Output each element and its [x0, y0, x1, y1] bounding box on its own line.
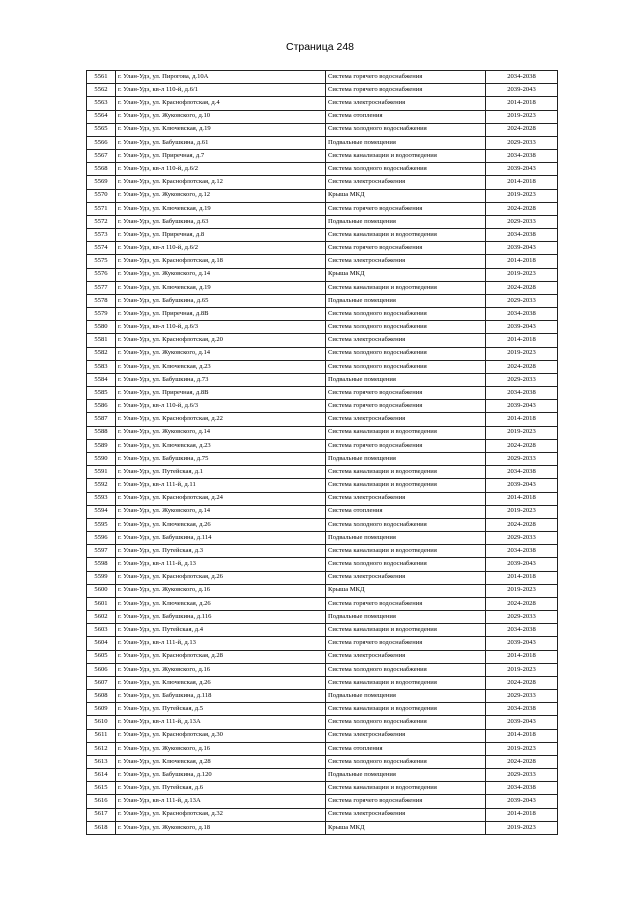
table-row: [87, 479, 558, 492]
system-cell: Система холодного водоснабжения: [326, 123, 486, 136]
address-cell: г. Улан-Удэ, кв-л 110-й, д.6/1: [116, 84, 326, 97]
row-number-cell: 5614: [87, 769, 116, 782]
system-cell: Система электроснабжения: [326, 650, 486, 663]
row-number-cell: 5561: [87, 71, 116, 84]
row-number-cell: 5600: [87, 584, 116, 597]
table-row: [87, 782, 558, 795]
table-row: [87, 255, 558, 268]
period-cell: 2014-2018: [486, 729, 558, 742]
system-cell: Система канализации и водоотведения: [326, 703, 486, 716]
period-cell: 2039-2043: [486, 242, 558, 255]
period-cell: 2024-2028: [486, 281, 558, 294]
table-row: [87, 268, 558, 281]
table-row: [87, 294, 558, 307]
period-cell: 2019-2023: [486, 505, 558, 518]
period-cell: 2029-2033: [486, 294, 558, 307]
row-number-cell: 5580: [87, 321, 116, 334]
table-row: [87, 110, 558, 123]
system-cell: Крыша МКД: [326, 821, 486, 834]
system-cell: Система горячего водоснабжения: [326, 795, 486, 808]
table-row: [87, 413, 558, 426]
table-row: [87, 755, 558, 768]
system-cell: Система канализации и водоотведения: [326, 624, 486, 637]
system-cell: Система канализации и водоотведения: [326, 150, 486, 163]
period-cell: 2024-2028: [486, 755, 558, 768]
period-cell: 2039-2043: [486, 321, 558, 334]
row-number-cell: 5589: [87, 439, 116, 452]
row-number-cell: 5587: [87, 413, 116, 426]
address-cell: г. Улан-Удэ, ул. Путейская, д.3: [116, 545, 326, 558]
row-number-cell: 5611: [87, 729, 116, 742]
address-cell: г. Улан-Удэ, ул. Жуковского, д.12: [116, 189, 326, 202]
table-row: [87, 492, 558, 505]
row-number-cell: 5576: [87, 268, 116, 281]
address-cell: г. Улан-Удэ, ул. Приречная, д.8В: [116, 308, 326, 321]
system-cell: Система канализации и водоотведения: [326, 466, 486, 479]
table-body: [87, 71, 558, 835]
period-cell: 2024-2028: [486, 439, 558, 452]
table-row: [87, 439, 558, 452]
table-row: [87, 281, 558, 294]
row-number-cell: 5572: [87, 215, 116, 228]
row-number-cell: 5597: [87, 545, 116, 558]
table-row: [87, 532, 558, 545]
period-cell: 2014-2018: [486, 255, 558, 268]
period-cell: 2024-2028: [486, 597, 558, 610]
address-cell: г. Улан-Удэ, ул. Краснофлотская, д.22: [116, 413, 326, 426]
row-number-cell: 5563: [87, 97, 116, 110]
address-cell: г. Улан-Удэ, ул. Жуковского, д.14: [116, 505, 326, 518]
row-number-cell: 5617: [87, 808, 116, 821]
row-number-cell: 5603: [87, 624, 116, 637]
system-cell: Крыша МКД: [326, 268, 486, 281]
row-number-cell: 5565: [87, 123, 116, 136]
row-number-cell: 5574: [87, 242, 116, 255]
system-cell: Крыша МКД: [326, 584, 486, 597]
repair-schedule-table: [86, 70, 558, 835]
row-number-cell: 5573: [87, 229, 116, 242]
row-number-cell: 5582: [87, 347, 116, 360]
system-cell: Система канализации и водоотведения: [326, 479, 486, 492]
system-cell: Система горячего водоснабжения: [326, 400, 486, 413]
period-cell: 2019-2023: [486, 268, 558, 281]
system-cell: Система холодного водоснабжения: [326, 518, 486, 531]
address-cell: г. Улан-Удэ, ул. Ключевская, д.23: [116, 439, 326, 452]
row-number-cell: 5599: [87, 571, 116, 584]
address-cell: г. Улан-Удэ, ул. Бабушкина, д.116: [116, 611, 326, 624]
system-cell: Система канализации и водоотведения: [326, 545, 486, 558]
table-row: [87, 597, 558, 610]
period-cell: 2034-2038: [486, 308, 558, 321]
period-cell: 2014-2018: [486, 492, 558, 505]
row-number-cell: 5601: [87, 597, 116, 610]
address-cell: г. Улан-Удэ, ул. Ключевская, д.26: [116, 676, 326, 689]
table-row: [87, 663, 558, 676]
period-cell: 2039-2043: [486, 400, 558, 413]
table-row: [87, 163, 558, 176]
table-row: [87, 242, 558, 255]
system-cell: Система электроснабжения: [326, 571, 486, 584]
period-cell: 2014-2018: [486, 650, 558, 663]
table-row: [87, 808, 558, 821]
address-cell: г. Улан-Удэ, ул. Жуковского, д.16: [116, 584, 326, 597]
system-cell: Система горячего водоснабжения: [326, 387, 486, 400]
system-cell: Система канализации и водоотведения: [326, 782, 486, 795]
period-cell: 2024-2028: [486, 123, 558, 136]
table-row: [87, 690, 558, 703]
table-row: [87, 202, 558, 215]
address-cell: г. Улан-Удэ, кв-л 111-й, д.11: [116, 479, 326, 492]
system-cell: Система горячего водоснабжения: [326, 439, 486, 452]
system-cell: Система канализации и водоотведения: [326, 281, 486, 294]
system-cell: Система горячего водоснабжения: [326, 202, 486, 215]
period-cell: 2014-2018: [486, 571, 558, 584]
period-cell: 2029-2033: [486, 136, 558, 149]
address-cell: г. Улан-Удэ, ул. Путейская, д.6: [116, 782, 326, 795]
table-row: [87, 624, 558, 637]
period-cell: 2024-2028: [486, 202, 558, 215]
system-cell: Система электроснабжения: [326, 97, 486, 110]
row-number-cell: 5568: [87, 163, 116, 176]
address-cell: г. Улан-Удэ, кв-л 111-й, д.13: [116, 637, 326, 650]
period-cell: 2039-2043: [486, 84, 558, 97]
table-row: [87, 334, 558, 347]
period-cell: 2034-2038: [486, 71, 558, 84]
period-cell: 2034-2038: [486, 545, 558, 558]
period-cell: 2034-2038: [486, 782, 558, 795]
row-number-cell: 5586: [87, 400, 116, 413]
period-cell: 2019-2023: [486, 663, 558, 676]
row-number-cell: 5569: [87, 176, 116, 189]
system-cell: Система канализации и водоотведения: [326, 426, 486, 439]
address-cell: г. Улан-Удэ, ул. Бабушкина, д.114: [116, 532, 326, 545]
table-row: [87, 650, 558, 663]
system-cell: Система холодного водоснабжения: [326, 163, 486, 176]
row-number-cell: 5575: [87, 255, 116, 268]
system-cell: Система канализации и водоотведения: [326, 229, 486, 242]
system-cell: Подвальные помещения: [326, 373, 486, 386]
address-cell: г. Улан-Удэ, кв-л 111-й, д.13А: [116, 716, 326, 729]
row-number-cell: 5564: [87, 110, 116, 123]
table-row: [87, 505, 558, 518]
period-cell: 2019-2023: [486, 189, 558, 202]
address-cell: г. Улан-Удэ, ул. Бабушкина, д.65: [116, 294, 326, 307]
row-number-cell: 5585: [87, 387, 116, 400]
period-cell: 2039-2043: [486, 716, 558, 729]
row-number-cell: 5566: [87, 136, 116, 149]
row-number-cell: 5604: [87, 637, 116, 650]
table-row: [87, 716, 558, 729]
period-cell: 2014-2018: [486, 97, 558, 110]
table-row: [87, 584, 558, 597]
table-row: [87, 321, 558, 334]
table-row: [87, 452, 558, 465]
table-row: [87, 703, 558, 716]
period-cell: 2019-2023: [486, 584, 558, 597]
table-row: [87, 637, 558, 650]
system-cell: Подвальные помещения: [326, 690, 486, 703]
row-number-cell: 5602: [87, 611, 116, 624]
period-cell: 2034-2038: [486, 703, 558, 716]
address-cell: г. Улан-Удэ, ул. Жуковского, д.18: [116, 821, 326, 834]
address-cell: г. Улан-Удэ, ул. Жуковского, д.16: [116, 663, 326, 676]
table-row: [87, 97, 558, 110]
period-cell: 2014-2018: [486, 413, 558, 426]
address-cell: г. Улан-Удэ, ул. Ключевская, д.26: [116, 597, 326, 610]
row-number-cell: 5567: [87, 150, 116, 163]
row-number-cell: 5595: [87, 518, 116, 531]
system-cell: Система электроснабжения: [326, 729, 486, 742]
table-row: [87, 729, 558, 742]
address-cell: г. Улан-Удэ, ул. Бабушкина, д.75: [116, 452, 326, 465]
table-row: [87, 558, 558, 571]
system-cell: Система холодного водоснабжения: [326, 347, 486, 360]
system-cell: Система электроснабжения: [326, 255, 486, 268]
row-number-cell: 5583: [87, 360, 116, 373]
row-number-cell: 5608: [87, 690, 116, 703]
period-cell: 2014-2018: [486, 176, 558, 189]
system-cell: Подвальные помещения: [326, 532, 486, 545]
period-cell: 2034-2038: [486, 150, 558, 163]
row-number-cell: 5570: [87, 189, 116, 202]
table-row: [87, 426, 558, 439]
page-number-header: Страница 248: [285, 41, 355, 53]
address-cell: г. Улан-Удэ, ул. Бабушкина, д.61: [116, 136, 326, 149]
system-cell: Система канализации и водоотведения: [326, 676, 486, 689]
row-number-cell: 5618: [87, 821, 116, 834]
address-cell: г. Улан-Удэ, ул. Бабушкина, д.63: [116, 215, 326, 228]
table-row: [87, 795, 558, 808]
system-cell: Система отопления: [326, 742, 486, 755]
address-cell: г. Улан-Удэ, ул. Краснофлотская, д.24: [116, 492, 326, 505]
address-cell: г. Улан-Удэ, ул. Бабушкина, д.73: [116, 373, 326, 386]
table-row: [87, 611, 558, 624]
table-row: [87, 400, 558, 413]
system-cell: Система горячего водоснабжения: [326, 637, 486, 650]
address-cell: г. Улан-Удэ, ул. Краснофлотская, д.32: [116, 808, 326, 821]
table-row: [87, 308, 558, 321]
period-cell: 2019-2023: [486, 347, 558, 360]
row-number-cell: 5592: [87, 479, 116, 492]
table-row: [87, 229, 558, 242]
system-cell: Система горячего водоснабжения: [326, 242, 486, 255]
system-cell: Система холодного водоснабжения: [326, 663, 486, 676]
system-cell: Система холодного водоснабжения: [326, 308, 486, 321]
row-number-cell: 5610: [87, 716, 116, 729]
system-cell: Система холодного водоснабжения: [326, 558, 486, 571]
address-cell: г. Улан-Удэ, ул. Приречная, д.8: [116, 229, 326, 242]
system-cell: Система горячего водоснабжения: [326, 84, 486, 97]
row-number-cell: 5577: [87, 281, 116, 294]
row-number-cell: 5612: [87, 742, 116, 755]
period-cell: 2019-2023: [486, 742, 558, 755]
table-row: [87, 84, 558, 97]
address-cell: г. Улан-Удэ, ул. Ключевская, д.19: [116, 123, 326, 136]
period-cell: 2034-2038: [486, 387, 558, 400]
system-cell: Система холодного водоснабжения: [326, 360, 486, 373]
table-row: [87, 676, 558, 689]
address-cell: г. Улан-Удэ, ул. Жуковского, д.14: [116, 426, 326, 439]
address-cell: г. Улан-Удэ, ул. Жуковского, д.14: [116, 347, 326, 360]
row-number-cell: 5581: [87, 334, 116, 347]
row-number-cell: 5616: [87, 795, 116, 808]
period-cell: 2029-2033: [486, 690, 558, 703]
period-cell: 2014-2018: [486, 334, 558, 347]
table-row: [87, 189, 558, 202]
address-cell: г. Улан-Удэ, ул. Ключевская, д.19: [116, 281, 326, 294]
row-number-cell: 5590: [87, 452, 116, 465]
row-number-cell: 5598: [87, 558, 116, 571]
period-cell: 2034-2038: [486, 624, 558, 637]
address-cell: г. Улан-Удэ, кв-л 111-й, д.13А: [116, 795, 326, 808]
period-cell: 2019-2023: [486, 426, 558, 439]
period-cell: 2019-2023: [486, 110, 558, 123]
row-number-cell: 5591: [87, 466, 116, 479]
address-cell: г. Улан-Удэ, ул. Путейская, д.4: [116, 624, 326, 637]
row-number-cell: 5579: [87, 308, 116, 321]
period-cell: 2029-2033: [486, 532, 558, 545]
system-cell: Система отопления: [326, 505, 486, 518]
period-cell: 2034-2038: [486, 229, 558, 242]
system-cell: Подвальные помещения: [326, 215, 486, 228]
table-row: [87, 360, 558, 373]
period-cell: 2014-2018: [486, 808, 558, 821]
system-cell: Подвальные помещения: [326, 611, 486, 624]
address-cell: г. Улан-Удэ, ул. Бабушкина, д.120: [116, 769, 326, 782]
period-cell: 2039-2043: [486, 558, 558, 571]
row-number-cell: 5596: [87, 532, 116, 545]
table-row: [87, 571, 558, 584]
row-number-cell: 5578: [87, 294, 116, 307]
period-cell: 2039-2043: [486, 479, 558, 492]
period-cell: 2024-2028: [486, 518, 558, 531]
system-cell: Подвальные помещения: [326, 452, 486, 465]
system-cell: Система электроснабжения: [326, 334, 486, 347]
table-row: [87, 466, 558, 479]
table-row: [87, 518, 558, 531]
period-cell: 2029-2033: [486, 215, 558, 228]
table-row: [87, 821, 558, 834]
address-cell: г. Улан-Удэ, ул. Приречная, д.8В: [116, 387, 326, 400]
address-cell: г. Улан-Удэ, ул. Приречная, д.7: [116, 150, 326, 163]
system-cell: Подвальные помещения: [326, 294, 486, 307]
address-cell: г. Улан-Удэ, ул. Путейская, д.5: [116, 703, 326, 716]
row-number-cell: 5571: [87, 202, 116, 215]
address-cell: г. Улан-Удэ, ул. Ключевская, д.23: [116, 360, 326, 373]
address-cell: г. Улан-Удэ, кв-л 110-й, д.6/3: [116, 400, 326, 413]
row-number-cell: 5613: [87, 755, 116, 768]
row-number-cell: 5562: [87, 84, 116, 97]
row-number-cell: 5607: [87, 676, 116, 689]
table-row: [87, 373, 558, 386]
address-cell: г. Улан-Удэ, ул. Жуковского, д.10: [116, 110, 326, 123]
system-cell: Система холодного водоснабжения: [326, 321, 486, 334]
table-row: [87, 215, 558, 228]
period-cell: 2029-2033: [486, 611, 558, 624]
system-cell: Система электроснабжения: [326, 808, 486, 821]
address-cell: г. Улан-Удэ, ул. Бабушкина, д.118: [116, 690, 326, 703]
row-number-cell: 5605: [87, 650, 116, 663]
period-cell: 2034-2038: [486, 466, 558, 479]
system-cell: Крыша МКД: [326, 189, 486, 202]
address-cell: г. Улан-Удэ, кв-л 110-й, д.6/2: [116, 163, 326, 176]
address-cell: г. Улан-Удэ, ул. Краснофлотская, д.4: [116, 97, 326, 110]
table-row: [87, 136, 558, 149]
period-cell: 2039-2043: [486, 163, 558, 176]
table-row: [87, 150, 558, 163]
address-cell: г. Улан-Удэ, ул. Путейская, д.1: [116, 466, 326, 479]
period-cell: 2029-2033: [486, 769, 558, 782]
address-cell: г. Улан-Удэ, кв-л 110-й, д.6/2: [116, 242, 326, 255]
period-cell: 2019-2023: [486, 821, 558, 834]
table-row: [87, 176, 558, 189]
system-cell: Подвальные помещения: [326, 136, 486, 149]
address-cell: г. Улан-Удэ, ул. Краснофлотская, д.26: [116, 571, 326, 584]
address-cell: г. Улан-Удэ, кв-л 110-й, д.6/3: [116, 321, 326, 334]
period-cell: 2039-2043: [486, 795, 558, 808]
address-cell: г. Улан-Удэ, ул. Жуковского, д.16: [116, 742, 326, 755]
address-cell: г. Улан-Удэ, ул. Краснофлотская, д.30: [116, 729, 326, 742]
address-cell: г. Улан-Удэ, ул. Пирогова, д.10А: [116, 71, 326, 84]
address-cell: г. Улан-Удэ, ул. Краснофлотская, д.20: [116, 334, 326, 347]
address-cell: г. Улан-Удэ, кв-л 111-й, д.13: [116, 558, 326, 571]
period-cell: 2024-2028: [486, 360, 558, 373]
address-cell: г. Улан-Удэ, ул. Краснофлотская, д.12: [116, 176, 326, 189]
table-row: [87, 769, 558, 782]
table-row: [87, 347, 558, 360]
system-cell: Система отопления: [326, 110, 486, 123]
system-cell: Система электроснабжения: [326, 176, 486, 189]
address-cell: г. Улан-Удэ, ул. Ключевская, д.26: [116, 518, 326, 531]
row-number-cell: 5584: [87, 373, 116, 386]
row-number-cell: 5615: [87, 782, 116, 795]
row-number-cell: 5593: [87, 492, 116, 505]
table-row: [87, 71, 558, 84]
system-cell: Система холодного водоснабжения: [326, 716, 486, 729]
row-number-cell: 5609: [87, 703, 116, 716]
table-row: [87, 387, 558, 400]
system-cell: Система электроснабжения: [326, 413, 486, 426]
system-cell: Система горячего водоснабжения: [326, 597, 486, 610]
row-number-cell: 5594: [87, 505, 116, 518]
row-number-cell: 5588: [87, 426, 116, 439]
period-cell: 2029-2033: [486, 452, 558, 465]
system-cell: Система холодного водоснабжения: [326, 755, 486, 768]
system-cell: Система электроснабжения: [326, 492, 486, 505]
period-cell: 2039-2043: [486, 637, 558, 650]
period-cell: 2029-2033: [486, 373, 558, 386]
table-row: [87, 123, 558, 136]
system-cell: Подвальные помещения: [326, 769, 486, 782]
table-row: [87, 742, 558, 755]
system-cell: Система горячего водоснабжения: [326, 71, 486, 84]
address-cell: г. Улан-Удэ, ул. Ключевская, д.19: [116, 202, 326, 215]
address-cell: г. Улан-Удэ, ул. Краснофлотская, д.18: [116, 255, 326, 268]
period-cell: 2024-2028: [486, 676, 558, 689]
row-number-cell: 5606: [87, 663, 116, 676]
address-cell: г. Улан-Удэ, ул. Краснофлотская, д.28: [116, 650, 326, 663]
address-cell: г. Улан-Удэ, ул. Жуковского, д.14: [116, 268, 326, 281]
table-row: [87, 545, 558, 558]
address-cell: г. Улан-Удэ, ул. Ключевская, д.28: [116, 755, 326, 768]
